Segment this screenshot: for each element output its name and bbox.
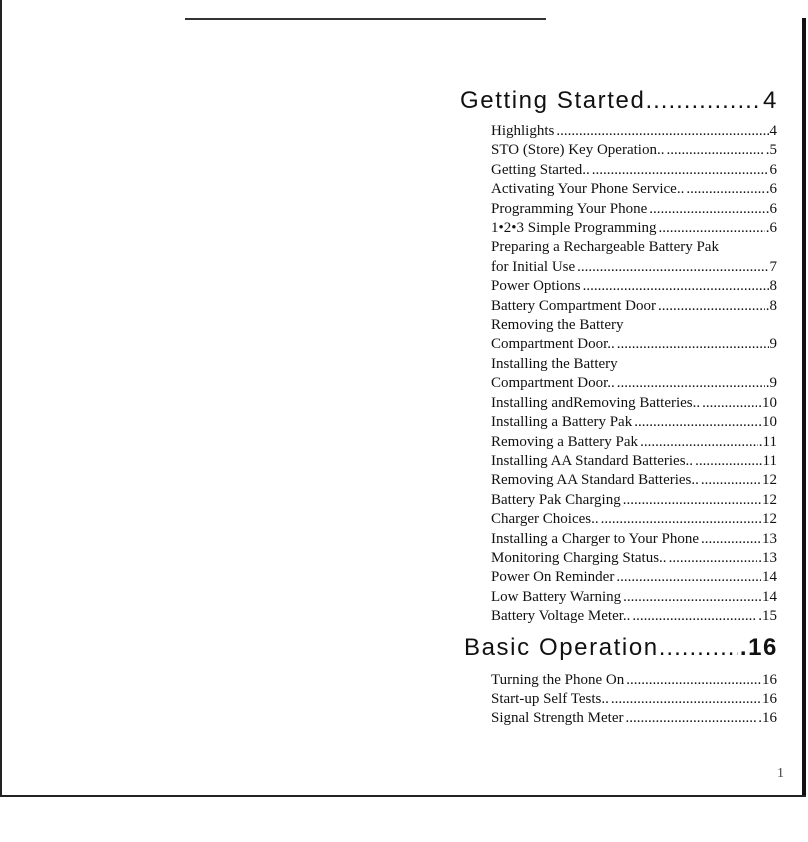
entry-page: .13 xyxy=(758,549,777,566)
toc-entry xyxy=(491,671,777,690)
toc-entry xyxy=(491,200,777,219)
entry-title: Power Options xyxy=(491,278,581,295)
header-rule xyxy=(185,18,546,20)
dot-leader xyxy=(624,671,761,690)
dot-leader xyxy=(638,433,758,452)
dot-leader xyxy=(621,491,761,510)
entry-page: 16 xyxy=(762,671,777,688)
entry-title: Compartment Door.. xyxy=(491,336,615,353)
toc-entry xyxy=(491,433,777,452)
toc-entry xyxy=(491,161,777,180)
dot-leader xyxy=(664,141,764,160)
entry-title: Compartment Door.. xyxy=(491,375,615,392)
dot-leader xyxy=(667,549,758,568)
toc-entry xyxy=(491,277,777,296)
dot-leader xyxy=(590,161,769,180)
toc-entry xyxy=(491,530,777,549)
entry-page: .8 xyxy=(765,297,777,314)
entry-title: Turning the Phone On xyxy=(491,671,625,688)
dot-leader xyxy=(645,86,761,116)
entry-page: .6 xyxy=(765,200,777,217)
toc-entry xyxy=(491,258,777,277)
entry-page: 6 xyxy=(769,161,777,178)
dot-leader xyxy=(632,413,757,432)
entry-page: 8 xyxy=(769,278,777,295)
toc-entry xyxy=(491,374,777,393)
dot-leader xyxy=(657,219,765,238)
entry-title: Programming Your Phone xyxy=(491,200,648,217)
dot-leader xyxy=(609,690,761,709)
entry-page: 14 xyxy=(762,569,777,586)
entry-page: 12 xyxy=(762,472,777,489)
entry-title: Battery Voltage Meter.. xyxy=(491,608,631,625)
toc-entry xyxy=(491,549,777,568)
right-border-rule xyxy=(802,18,806,796)
dot-leader xyxy=(630,607,757,626)
entry-title: STO (Store) Key Operation.. xyxy=(491,142,665,159)
toc-entry xyxy=(491,297,777,316)
entry-title: Installing a Charger to Your Phone xyxy=(491,530,700,547)
entry-page: .10 xyxy=(758,414,777,431)
toc-entry xyxy=(491,690,777,709)
entry-title: Highlights xyxy=(491,123,555,139)
toc-entry xyxy=(491,568,777,587)
entry-title: Battery Pak Charging xyxy=(491,491,621,508)
section-heading-basic-operation xyxy=(464,633,778,663)
entry-page: .6 xyxy=(765,220,777,237)
entry-page: .12 xyxy=(758,511,777,528)
entry-title: Monitoring Charging Status.. xyxy=(491,549,667,566)
entry-page: .11 xyxy=(758,433,777,450)
toc-entry xyxy=(491,335,777,354)
toc-entry xyxy=(491,471,777,490)
entry-page: .16 xyxy=(758,710,777,727)
entry-title: Power On Reminder xyxy=(491,569,615,586)
entry-page: 13 xyxy=(762,530,777,547)
entry-title: Low Battery Warning xyxy=(491,588,622,605)
entries-getting-started xyxy=(491,122,777,627)
dot-leader xyxy=(700,394,757,413)
toc-entry xyxy=(491,491,777,510)
entry-page: 14 xyxy=(762,588,777,605)
entry-title: Activating Your Phone Service.. xyxy=(491,181,685,198)
dot-leader xyxy=(659,633,738,663)
toc-entry xyxy=(491,607,777,626)
dot-leader xyxy=(581,277,769,296)
entry-page: .5 xyxy=(765,142,777,159)
section-title: Getting Started xyxy=(460,87,646,114)
entry-title: Signal Strength Meter xyxy=(491,710,624,727)
entry-title: Removing AA Standard Batteries.. xyxy=(491,472,699,489)
dot-leader xyxy=(647,200,764,219)
entry-title: Getting Started.. xyxy=(491,161,590,178)
dot-leader xyxy=(614,568,761,587)
dot-leader xyxy=(615,374,765,393)
section-title: Basic Operation xyxy=(464,633,659,661)
toc-entry xyxy=(491,510,777,529)
dot-leader xyxy=(575,258,768,277)
dot-leader xyxy=(621,588,761,607)
bottom-border-rule xyxy=(0,795,806,797)
entry-title: Removing a Battery Pak xyxy=(491,433,639,450)
table-of-contents xyxy=(460,86,778,729)
toc-entry-line1: Installing the Battery xyxy=(491,355,618,372)
entry-page: .11 xyxy=(758,452,777,469)
dot-leader xyxy=(615,335,769,354)
left-border-rule xyxy=(0,0,2,796)
entry-page: .15 xyxy=(758,608,777,625)
page-number: 1 xyxy=(777,766,784,781)
entries-basic-operation xyxy=(491,671,777,729)
entry-title: Installing AA Standard Batteries.. xyxy=(491,452,694,469)
dot-leader xyxy=(684,180,764,199)
dot-leader xyxy=(623,709,757,728)
entry-page: .10 xyxy=(758,394,777,411)
entry-title: for Initial Use xyxy=(491,258,576,275)
toc-entry xyxy=(491,122,777,141)
entry-page: 9 xyxy=(769,336,777,353)
dot-leader xyxy=(699,471,761,490)
toc-entry xyxy=(491,141,777,160)
entry-page: 16 xyxy=(762,690,777,707)
entry-page: 4 xyxy=(769,123,777,139)
entry-title: Installing a Battery Pak xyxy=(491,414,633,431)
entry-title: Installing andRemoving Batteries.. xyxy=(491,394,701,411)
dot-leader xyxy=(599,510,758,529)
entry-page: .9 xyxy=(765,375,777,392)
entry-title: Battery Compartment Door xyxy=(491,297,656,314)
dot-leader xyxy=(693,452,758,471)
toc-entry xyxy=(491,394,777,413)
toc-entry xyxy=(491,180,777,199)
toc-entry xyxy=(491,413,777,432)
toc-entry xyxy=(491,452,777,471)
entry-page: 12 xyxy=(762,491,777,508)
toc-entry-line1: Preparing a Rechargeable Battery Pak xyxy=(491,239,719,256)
entry-title: Charger Choices.. xyxy=(491,511,599,528)
dot-leader xyxy=(554,122,768,141)
dot-leader xyxy=(656,297,765,316)
section-page: .16 xyxy=(739,633,778,661)
toc-entry xyxy=(491,219,777,238)
entry-page: 7 xyxy=(769,258,777,275)
entry-title: 1•2•3 Simple Programming xyxy=(491,220,657,237)
toc-entry xyxy=(491,588,777,607)
section-page: 4 xyxy=(763,87,778,114)
section-heading-getting-started xyxy=(460,86,778,116)
entry-page: .6 xyxy=(765,181,777,198)
toc-entry xyxy=(491,709,777,728)
toc-entry-line1: Removing the Battery xyxy=(491,317,624,334)
dot-leader xyxy=(699,530,761,549)
entry-title: Start-up Self Tests.. xyxy=(491,690,609,707)
